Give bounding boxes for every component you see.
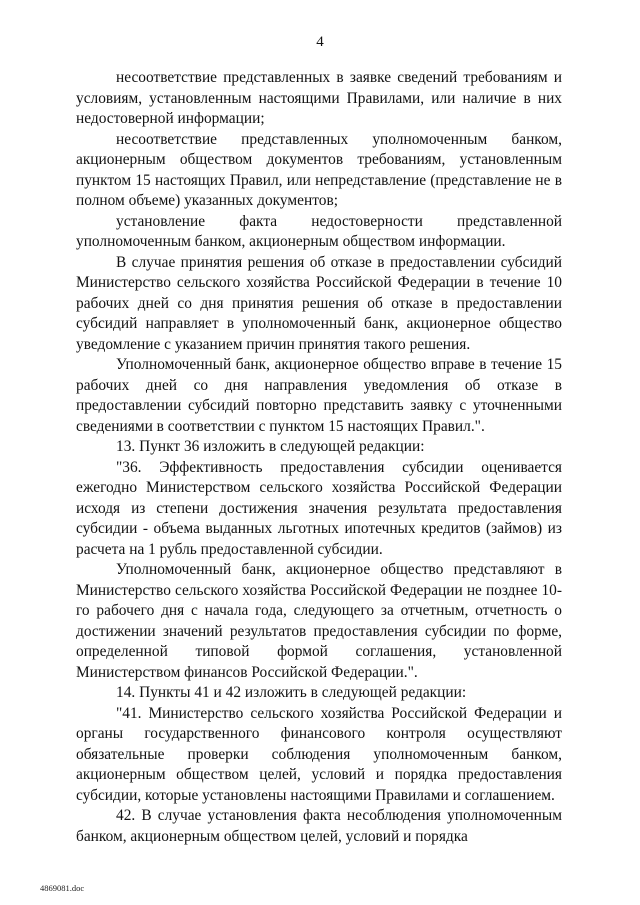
- paragraph: 14. Пункты 41 и 42 изложить в следующей редакции:: [116, 684, 467, 701]
- paragraph: Уполномоченный банк, акционерное общество вправе в течение 15 рабочих дней со дня направления уведомления об отказе в предоставлении субсидий повторно представить заявку с уточненными сведениями в соответствии с пунктом 15 настоящих Правил.".: [76, 356, 562, 435]
- paragraph: В случае принятия решения об отказе в предоставлении субсидий Министерство сельского хозяйства Российской Федерации в течение 10 рабочих дней со дня принятия решения об отказе в предоставлении субсидий направляет в уполномоченный банк, акционерное общество уведомление с указанием причин принятия такого решения.: [76, 253, 562, 353]
- paragraph: установление факта недостоверности представленной уполномоченным банком, акционерным обществом информации.: [76, 212, 562, 250]
- paragraph: 42. В случае установления факта несоблюдения уполномоченным банком, акционерным обществом целей, условий и порядка: [76, 807, 562, 845]
- paragraph: "41. Министерство сельского хозяйства Российской Федерации и органы государственного финансового контроля осуществляют обязательные проверки соблюдения уполномоченным банком, акционерным обществом целей, условий и порядка предоставления субсидии, которые установлены настоящими Правилами и соглашением.: [76, 704, 562, 804]
- paragraph: Уполномоченный банк, акционерное общество представляют в Министерство сельского хозяйства Российской Федерации не позднее 10-го рабочего дня с начала года, следующего за отчетным, отчетность о достижении значений результатов предоставления субсидии по форме, определенной типовой формой соглашения, установленной Министерством финансов Российской Федерации.".: [76, 561, 562, 681]
- paragraph: 13. Пункт 36 изложить в следующей редакции:: [116, 438, 425, 455]
- paragraph: несоответствие представленных в заявке сведений требованиям и условиям, установленным настоящими Правилами, или наличие в них недостоверной информации;: [76, 69, 562, 127]
- document-id-footer: 4869081.doc: [40, 883, 85, 893]
- document-body: [76, 68, 562, 847]
- paragraph: "36. Эффективность предоставления субсидии оценивается ежегодно Министерством сельского хозяйства Российской Федерации исходя из степени достижения значения результата предоставления субсидии - объема выданных льготных ипотечных кредитов (займов) из расчета на 1 рубль предоставленной субсидии.: [76, 458, 562, 558]
- page-number: 4: [316, 34, 324, 50]
- paragraph: несоответствие представленных уполномоченным банком, акционерным обществом документов требованиям, установленным пунктом 15 настоящих Правил, или непредставление (представление не в полном объеме) указанных документов;: [76, 130, 562, 209]
